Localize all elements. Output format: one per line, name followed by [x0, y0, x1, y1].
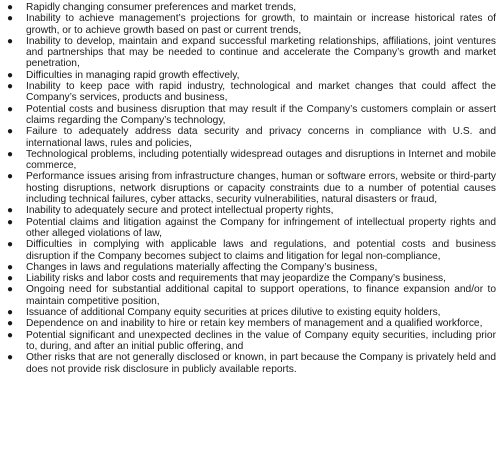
bullet-icon: ● — [7, 103, 14, 115]
list-item — [4, 126, 496, 149]
list-item — [4, 273, 496, 284]
bullet-icon: ● — [7, 352, 14, 364]
list-item — [4, 104, 496, 127]
list-item-text: Issuance of additional Company equity securities at prices dilutive to existing equity holders, — [26, 307, 441, 319]
list-item-text: Inability to keep pace with rapid industry, technological and market changes that could affect the Company’s services, products and business, — [26, 81, 496, 104]
bullet-icon: ● — [7, 13, 14, 25]
list-item — [4, 330, 496, 353]
bullet-icon: ● — [7, 307, 14, 319]
list-item-text: Dependence on and inability to hire or retain key members of management and a qualified workforce, — [26, 318, 483, 330]
list-item-text: Rapidly changing consumer preferences and market trends, — [26, 2, 297, 13]
list-item — [4, 2, 496, 13]
bullet-icon: ● — [7, 273, 14, 285]
list-item — [4, 36, 496, 70]
list-item-text: Liability risks and labor costs and requirements that may jeopardize the Company’s business, — [26, 273, 446, 285]
list-item-text: Other risks that are not generally disclosed or known, in part because the Company is privately held and does not provide risk disclosure in publicly available reports. — [26, 352, 496, 375]
list-item — [4, 262, 496, 273]
list-item-text: Ongoing need for substantial additional capital to support operations, to finance expansion and/or to maintain competitive position, — [26, 284, 496, 307]
list-item-text: Difficulties in complying with applicable laws and regulations, and potential costs and business disruption if the Company becomes subject to claims and litigation for legal non-compliance, — [26, 239, 496, 262]
list-item-text: Difficulties in managing rapid growth effectively, — [26, 69, 240, 81]
risk-factor-list — [4, 2, 496, 375]
list-item — [4, 217, 496, 240]
list-item — [4, 318, 496, 329]
list-item-text: Changes in laws and regulations materially affecting the Company’s business, — [26, 261, 378, 273]
list-item-text: Failure to adequately address data security and privacy concerns in compliance with U.S. and international laws, rules and policies, — [26, 126, 496, 149]
bullet-icon: ● — [7, 205, 14, 217]
bullet-icon: ● — [7, 81, 14, 93]
bullet-icon: ● — [7, 148, 14, 160]
list-item — [4, 307, 496, 318]
list-item-text: Potential significant and unexpected declines in the value of Company equity securities, including prior to, during, and after an initial public offering, and — [26, 329, 496, 352]
bullet-icon: ● — [7, 329, 14, 341]
list-item-text: Potential claims and litigation against the Company for infringement of intellectual property rights and other alleged violations of law, — [26, 216, 496, 239]
bullet-icon: ● — [7, 2, 14, 13]
list-item-text: Potential costs and business disruption that may result if the Company’s customers complain or assert claims regarding the Company’s technology, — [26, 103, 496, 126]
list-item — [4, 81, 496, 104]
list-item-text: Performance issues arising from infrastructure changes, human or software errors, website or third-party hosting disruptions, network disruptions or capacity constraints due to a number of potential causes including technical failures, cyber attacks, security vulnerabilities, natural disasters or fraud, — [26, 171, 496, 206]
list-item — [4, 284, 496, 307]
list-item — [4, 149, 496, 172]
list-item-text: Inability to develop, maintain and expand successful marketing relationships, affiliations, joint ventures and partnerships that may be needed to continue and accelerate the Company’s growth and market penetration, — [26, 35, 496, 70]
list-item — [4, 205, 496, 216]
bullet-icon: ● — [7, 216, 14, 228]
list-item — [4, 171, 496, 205]
bullet-icon: ● — [7, 35, 14, 47]
bullet-icon: ● — [7, 318, 14, 330]
list-item — [4, 352, 496, 375]
list-item — [4, 239, 496, 262]
bullet-icon: ● — [7, 239, 14, 251]
bullet-icon: ● — [7, 126, 14, 138]
bullet-icon: ● — [7, 284, 14, 296]
bullet-icon: ● — [7, 69, 14, 81]
bullet-icon: ● — [7, 171, 14, 183]
list-item-text: Inability to achieve management’s projections for growth, to maintain or increase historical rates of growth, or to achieve growth based on past or current trends, — [26, 13, 496, 36]
list-item — [4, 13, 496, 36]
list-item-text: Technological problems, including potentially widespread outages and disruptions in Internet and mobile commerce, — [26, 148, 496, 172]
list-item-text: Inability to adequately secure and protect intellectual property rights, — [26, 205, 334, 217]
list-item — [4, 70, 496, 81]
bullet-icon: ● — [7, 261, 14, 273]
